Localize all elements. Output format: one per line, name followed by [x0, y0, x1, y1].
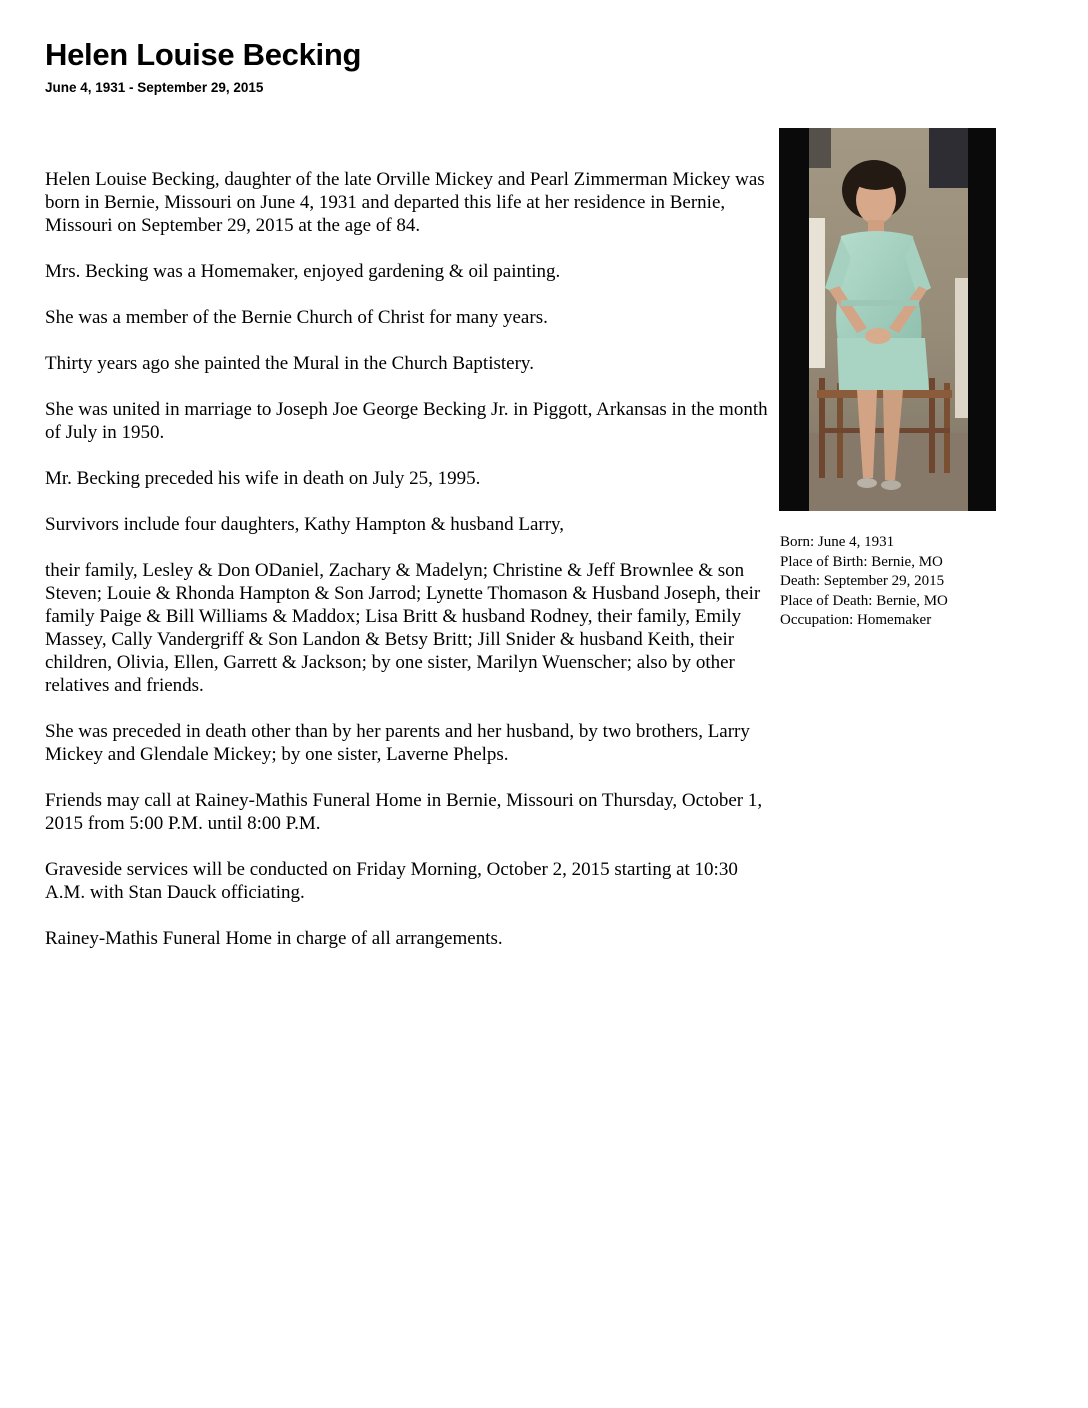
paragraph-visitation: Friends may call at Rainey-Mathis Funeral Home in Bernie, Missouri on Thursday, October 1, 2015 from 5:00 P.M. until 8:00 P.M.	[45, 790, 763, 834]
portrait-photo	[779, 128, 996, 511]
paragraph-husband-death: Mr. Becking preceded his wife in death on July 25, 1995.	[45, 468, 481, 489]
obituary-body	[45, 168, 780, 973]
paragraph-homemaker: Mrs. Becking was a Homemaker, enjoyed gardening & oil painting.	[45, 261, 561, 282]
paragraph-marriage: She was united in marriage to Joseph Joe George Becking Jr. in Piggott, Arkansas in the month of July in 1950.	[45, 399, 768, 443]
detail-occupation: Occupation: Homemaker	[780, 612, 932, 628]
paragraph-arrangements: Rainey-Mathis Funeral Home in charge of all arrangements.	[45, 928, 503, 949]
detail-death: Death: September 29, 2015	[780, 573, 945, 589]
paragraph-mural: Thirty years ago she painted the Mural in the Church Baptistery.	[45, 353, 534, 374]
paragraph-family: their family, Lesley & Don ODaniel, Zachary & Madelyn; Christine & Jeff Brownlee & son Steven; Louie & Rhonda Hampton & Son Jarrod; Lynette Thomason & Husband Joseph, their family Paige & Bill Williams & Maddox; Lisa Britt & husband Rodney, their family, Emily Massey, Cally Vandergriff & Son Landon & Betsy Britt; Jill Snider & husband Keith, their children, Olivia, Ellen, Garrett & Jackson; by one sister, Marilyn Wuenscher; also by other relatives and friends.	[45, 560, 761, 696]
portrait-illustration	[779, 128, 996, 511]
paragraph-preceded: She was preceded in death other than by her parents and her husband, by two brothers, Larry Mickey and Glendale Mickey; by one sister, Laverne Phelps.	[45, 721, 750, 765]
paragraph-survivors: Survivors include four daughters, Kathy Hampton & husband Larry,	[45, 514, 565, 535]
obituary-name: Helen Louise Becking	[45, 37, 362, 72]
paragraph-intro: Helen Louise Becking, daughter of the late Orville Mickey and Pearl Zimmerman Mickey was born in Bernie, Missouri on June 4, 1931 and departed this life at her residence in Bernie, Missouri on September 29, 2015 at the age of 84.	[45, 169, 765, 236]
detail-born: Born: June 4, 1931	[780, 534, 895, 550]
paragraph-church: She was a member of the Bernie Church of Christ for many years.	[45, 307, 548, 328]
life-dates: June 4, 1931 - September 29, 2015	[45, 80, 264, 95]
vital-details	[780, 533, 1080, 631]
detail-place-of-death: Place of Death: Bernie, MO	[780, 592, 948, 609]
paragraph-services: Graveside services will be conducted on Friday Morning, October 2, 2015 starting at 10:30 A.M. with Stan Dauck officiating.	[45, 859, 738, 903]
detail-place-of-birth: Place of Birth: Bernie, MO	[780, 553, 943, 570]
